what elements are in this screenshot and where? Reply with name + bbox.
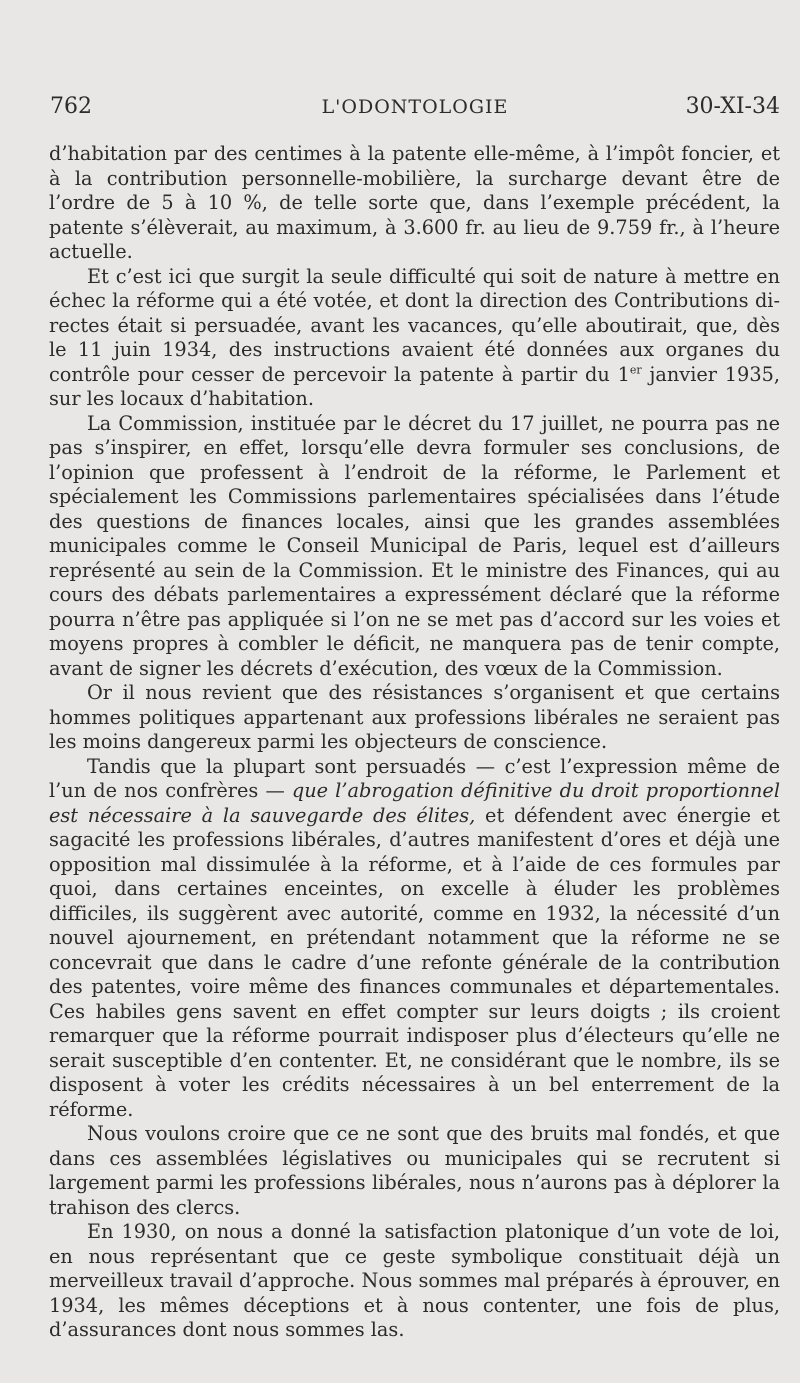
paragraph-1 (49, 142, 780, 265)
italic-quote: que l’abrogation définitive du droit proportionnel est nécessaire à la sauvegarde des élites, (49, 779, 780, 827)
paragraph-2 (49, 265, 780, 412)
page-number: 762 (50, 94, 92, 119)
journal-title: L'ODONTOLOGIE (321, 96, 509, 118)
paragraph-7 (49, 1220, 780, 1343)
paragraph-text: Nous voulons croire que ce ne sont que des bruits mal fondés, et que dans ces assemblées législatives ou municipales qui se recrutent si largement parmi les professions libérales, nous n’aurons pas à déplorer la trahison des clercs. (49, 1122, 780, 1219)
paragraph-text: janvier 1935, sur les locaux d’habitation. (49, 362, 780, 410)
superscript: er (629, 363, 642, 377)
paragraph-text: Et c’est ici que surgit la seule difficulté qui soit de nature à mettre en échec la réforme qui a été votée, et dont la direction des Contributions directes était si persuadée, avant les vacances, qu’elle aboutirait, que, dès le 11 juin 1934, des instructions avaient été données aux organes du contrôle pour cesser de percevoir la patente à partir du 1 (49, 264, 780, 386)
issue-date: 30-XI-34 (685, 94, 780, 119)
running-head (50, 92, 780, 122)
paragraph-4 (49, 681, 780, 755)
paragraph-text: Tandis que la plupart sont persuadés — c’est l’expression même de l’un de nos confrères — (49, 754, 780, 802)
paragraph-text: En 1930, on nous a donné la satisfaction platonique d’un vote de loi, en nous représentant que ce geste symbolique constituait déjà un merveilleux travail d’approche. Nous sommes mal préparés à éprouver, en 1934, les mêmes déceptions et à nous contenter, une fois de plus, d’assurances dont nous sommes las. (49, 1220, 780, 1341)
paragraph-text: Or il nous revient que des résistances s’organisent et que certains hommes politiques appartenant aux professions libérales ne seraient pas les moins dangereux parmi les objecteurs de conscience. (49, 681, 780, 753)
paragraph-text: d’habitation par des centimes à la patente elle-même, à l’impôt foncier, et à la contribution personnelle-mobilière, la surcharge devant être de l’ordre de 5 à 10 %, de telle sorte que, dans l’exemple précédent, la patente s’élèverait, au maximum, à 3.600 fr. au lieu de 9.759 fr., à l’heure actuelle. (49, 142, 780, 263)
paragraph-text: La Commission, instituée par le décret du 17 juillet, ne pourra pas ne pas s’inspirer, en effet, lorsqu’elle devra formuler ses conclusions, de l’opinion que professent à l’endroit de la réforme, le Parlement et spécialement les Commissions parlementaires spécialisées dans l’étude des questions de finances locales, ainsi que les grandes assemblées municipales comme le Conseil Municipal de Paris, lequel est d’ailleurs représenté au sein de la Commission. Et le ministre des Finances, qui au cours des débats parlementaires a expressément déclaré que la réforme pourra n’être pas appliquée si l’on ne se met pas d’accord sur les voies et moyens propres à combler le déficit, ne manquera pas de tenir compte, avant de signer les décrets d’exécution, des vœux de la Commission. (49, 411, 780, 680)
paragraph-6 (49, 1122, 780, 1220)
article-body (49, 142, 780, 1343)
paragraph-5 (49, 755, 780, 1123)
paragraph-3 (49, 412, 780, 682)
paragraph-text: et défendent avec énergie et sagacité les professions libérales, d’autres manifestent d’ores et déjà une opposition mal dissimulée à la réforme, et à l’aide de ces formules par quoi, dans certaines enceintes, on excelle à éluder les problèmes difficiles, ils suggèrent avec autorité, comme en 1932, la nécessité d’un nouvel ajournement, en prétendant notamment que la réforme ne se concevrait que dans le cadre d’une refonte générale de la contribution des patentes, voire même des finances communales et départementales. Ces habiles gens savent en effet compter sur leurs doigts ; ils croient remarquer que la réforme pourrait indisposer plus d’électeurs qu’elle ne serait susceptible d’en contenter. Et, ne considérant que le nombre, ils se disposent à voter les crédits nécessaires à un bel enterrement de la réforme. (49, 803, 780, 1121)
